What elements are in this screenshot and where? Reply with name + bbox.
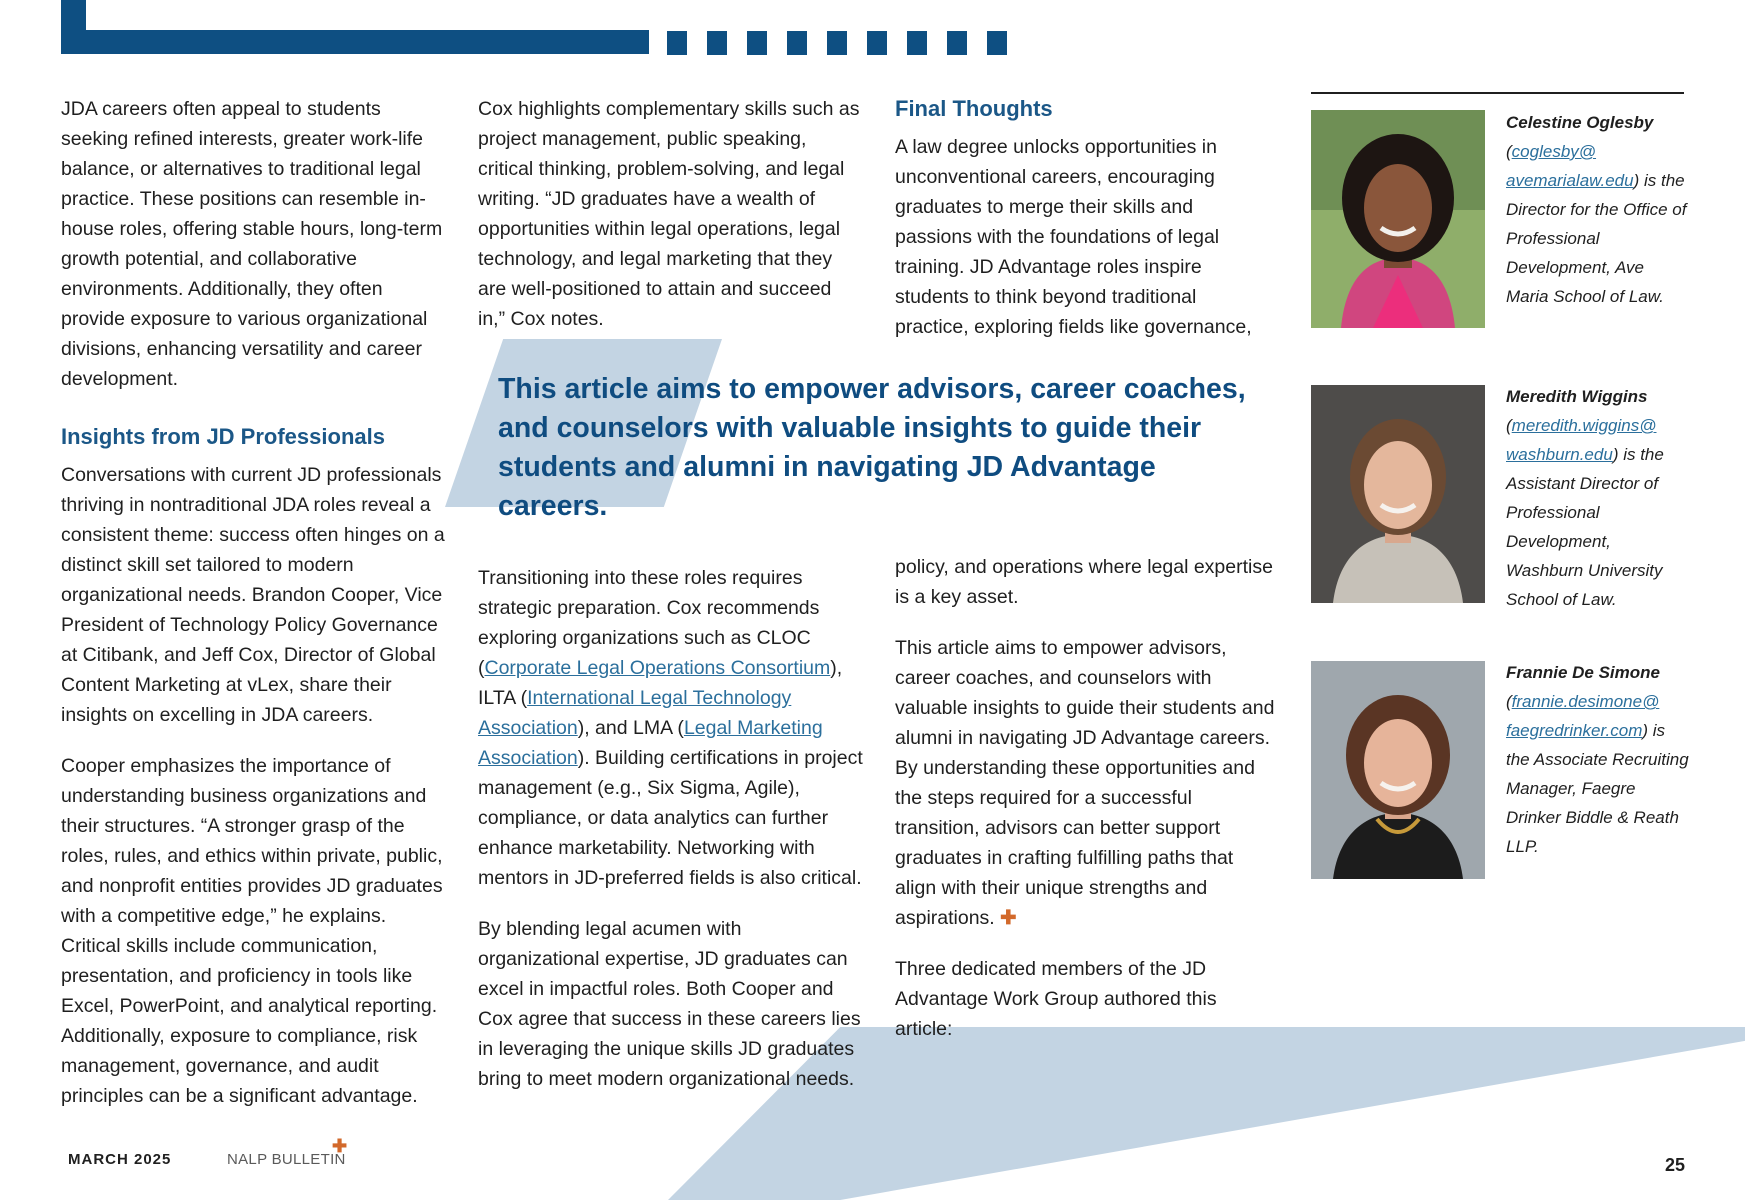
paragraph: Cooper emphasizes the importance of understanding business organizations and their structures. “A stronger grasp of the roles, rules, and ethics within private, public, and nonprofit entities provides JD graduates with a competitive edge,” he explains. Critical skills include communication, presentation, and proficiency in tools like Excel, PowerPoint, and analytical reporting. Additionally, exposure to compliance, risk management, governance, and audit principles can be a significant advantage. bbox=[61, 755, 443, 1107]
author-description: is the Associate Recruiting Manager, Faegre Drinker Biddle & Reath LLP. bbox=[1506, 721, 1689, 856]
author-bio-3: Frannie De Simone (frannie.desimone@ faegredrinker.com) is the Associate Recruiting Manager, Faegre Drinker Biddle & Reath LLP. bbox=[1506, 663, 1689, 856]
author-bio-2: Meredith Wiggins (meredith.wiggins@ washburn.edu) is the Assistant Director of Professional Development, Washburn University School of Law. bbox=[1506, 387, 1664, 609]
author-photo-frannie-de-simone bbox=[1311, 661, 1485, 879]
text-run: ), ILTA ( bbox=[478, 657, 843, 709]
footer-publication: NALP BULLETIN bbox=[227, 1151, 346, 1168]
column-1 bbox=[61, 94, 446, 1111]
author-email-link[interactable] bbox=[1506, 142, 1634, 190]
email-part: faegredrinker.com bbox=[1506, 721, 1643, 740]
column-3-bottom bbox=[895, 552, 1275, 1044]
link-cloc[interactable]: Corporate Legal Operations Consortium bbox=[484, 657, 831, 679]
end-mark-icon: ✚ bbox=[1000, 907, 1017, 929]
decorative-square bbox=[667, 31, 687, 55]
text-run: Transitioning into these roles requires strategic preparation. Cox recommends exploring organizations such as CLOC ( bbox=[478, 567, 820, 679]
email-part: washburn.edu bbox=[1506, 445, 1613, 464]
paragraph bbox=[478, 563, 863, 893]
author-photo-meredith-wiggins bbox=[1311, 385, 1485, 603]
link-ilta[interactable]: International Legal Technology Association bbox=[478, 687, 792, 739]
portrait-illustration bbox=[1311, 385, 1485, 603]
decorative-square bbox=[947, 31, 967, 55]
author-description: is the Assistant Director of Professional Development, Washburn University School of Law. bbox=[1506, 445, 1664, 609]
paragraph: By blending legal acumen with organizational expertise, JD graduates can excel in impactful roles. Both Cooper and Cox agree that success in these careers lies in leveraging the unique skills JD graduates bring to meet modern organizational needs. bbox=[478, 918, 861, 1090]
decorative-square bbox=[747, 31, 767, 55]
author-name: Celestine Oglesby bbox=[1506, 113, 1654, 132]
email-part: frannie.desimone@ bbox=[1511, 692, 1660, 711]
section-heading-final-thoughts: Final Thoughts bbox=[895, 96, 1053, 121]
decorative-square bbox=[867, 31, 887, 55]
email-part: coglesby@ bbox=[1511, 142, 1597, 161]
paragraph: Conversations with current JD professionals thriving in nontraditional JDA roles reveal a consistent theme: success often hinges on a distinct skill set tailored to modern organizational needs. Brandon Cooper, Vice President of Technology Policy Governance at Citibank, and Jeff Cox, Director of Global Content Marketing at vLex, share their insights on excelling in JDA careers. bbox=[61, 464, 445, 726]
page-number: 25 bbox=[1665, 1155, 1686, 1175]
text-run: ). Building certifications in project management (e.g., Six Sigma, Agile), compliance, or data analytics can further enhance marketability. Networking with mentors in JD-preferred fields is also critical. bbox=[478, 747, 863, 889]
top-bar-notch bbox=[86, 0, 649, 30]
sidebar-divider bbox=[1311, 92, 1684, 94]
author-name: Frannie De Simone bbox=[1506, 663, 1660, 682]
portrait-illustration bbox=[1311, 110, 1485, 328]
author-name: Meredith Wiggins bbox=[1506, 387, 1648, 406]
column-2-bottom bbox=[478, 563, 863, 1094]
paragraph: Three dedicated members of the JD Advantage Work Group authored this article: bbox=[895, 958, 1217, 1040]
link-lma[interactable]: Legal Marketing Association bbox=[478, 717, 823, 769]
portrait-illustration bbox=[1311, 661, 1485, 879]
author-bio-1: Celestine Oglesby (coglesby@ avemarialaw.edu) is the Director for the Office of Professional Development, Ave Maria School of Law. bbox=[1506, 113, 1687, 306]
decorative-square bbox=[987, 31, 1007, 55]
paragraph: A law degree unlocks opportunities in unconventional careers, encouraging graduates to merge their skills and passions with the foundations of legal training. JD Advantage roles inspire students to think beyond traditional practice, exploring fields like governance, bbox=[895, 136, 1252, 338]
pull-quote: This article aims to empower advisors, career coaches, and counselors with valuable insights to guide their students and alumni in navigating JD Advantage careers. bbox=[498, 373, 1246, 522]
paragraph: policy, and operations where legal expertise is a key asset. bbox=[895, 556, 1273, 608]
publication-plus-icon: ✚ bbox=[332, 1136, 348, 1156]
decorative-square bbox=[827, 31, 847, 55]
column-3-top bbox=[895, 94, 1275, 342]
paragraph bbox=[895, 633, 1275, 933]
text-run: ), and LMA ( bbox=[577, 717, 684, 739]
decorative-square bbox=[907, 31, 927, 55]
email-part: meredith.wiggins@ bbox=[1511, 416, 1657, 435]
author-photo-celestine-oglesby bbox=[1311, 110, 1485, 328]
section-heading-insights: Insights from JD Professionals bbox=[61, 424, 385, 449]
paragraph: JDA careers often appeal to students seeking refined interests, greater work-life balance, or alternatives to traditional legal practice. These positions can resemble in-house roles, offering stable hours, long-term growth potential, and collaborative environments. Additionally, they often provide exposure to various organizational divisions, enhancing versatility and career development. bbox=[61, 98, 443, 390]
footer-date: MARCH 2025 bbox=[68, 1151, 172, 1168]
column-2-top bbox=[478, 94, 863, 334]
decorative-square bbox=[707, 31, 727, 55]
decorative-square bbox=[787, 31, 807, 55]
paragraph: Cox highlights complementary skills such as project management, public speaking, critical thinking, problem-solving, and legal writing. “JD graduates have a wealth of opportunities within legal operations, legal technology, and legal marketing that they are well-positioned to attain and succeed in,” Cox notes. bbox=[478, 98, 860, 330]
author-email-link[interactable] bbox=[1506, 692, 1659, 740]
author-description: is the Director for the Office of Professional Development, Ave Maria School of Law. bbox=[1506, 171, 1687, 306]
email-part: avemarialaw.edu bbox=[1506, 171, 1634, 190]
top-square-row bbox=[667, 31, 1007, 55]
text-run: This article aims to empower advisors, career coaches, and counselors with valuable insights to guide their students and alumni in navigating JD Advantage careers. By understanding these opportunities and the steps required for a successful transition, advisors can better support graduates in crafting fulfilling paths that align with their unique strengths and aspirations. bbox=[895, 637, 1275, 929]
